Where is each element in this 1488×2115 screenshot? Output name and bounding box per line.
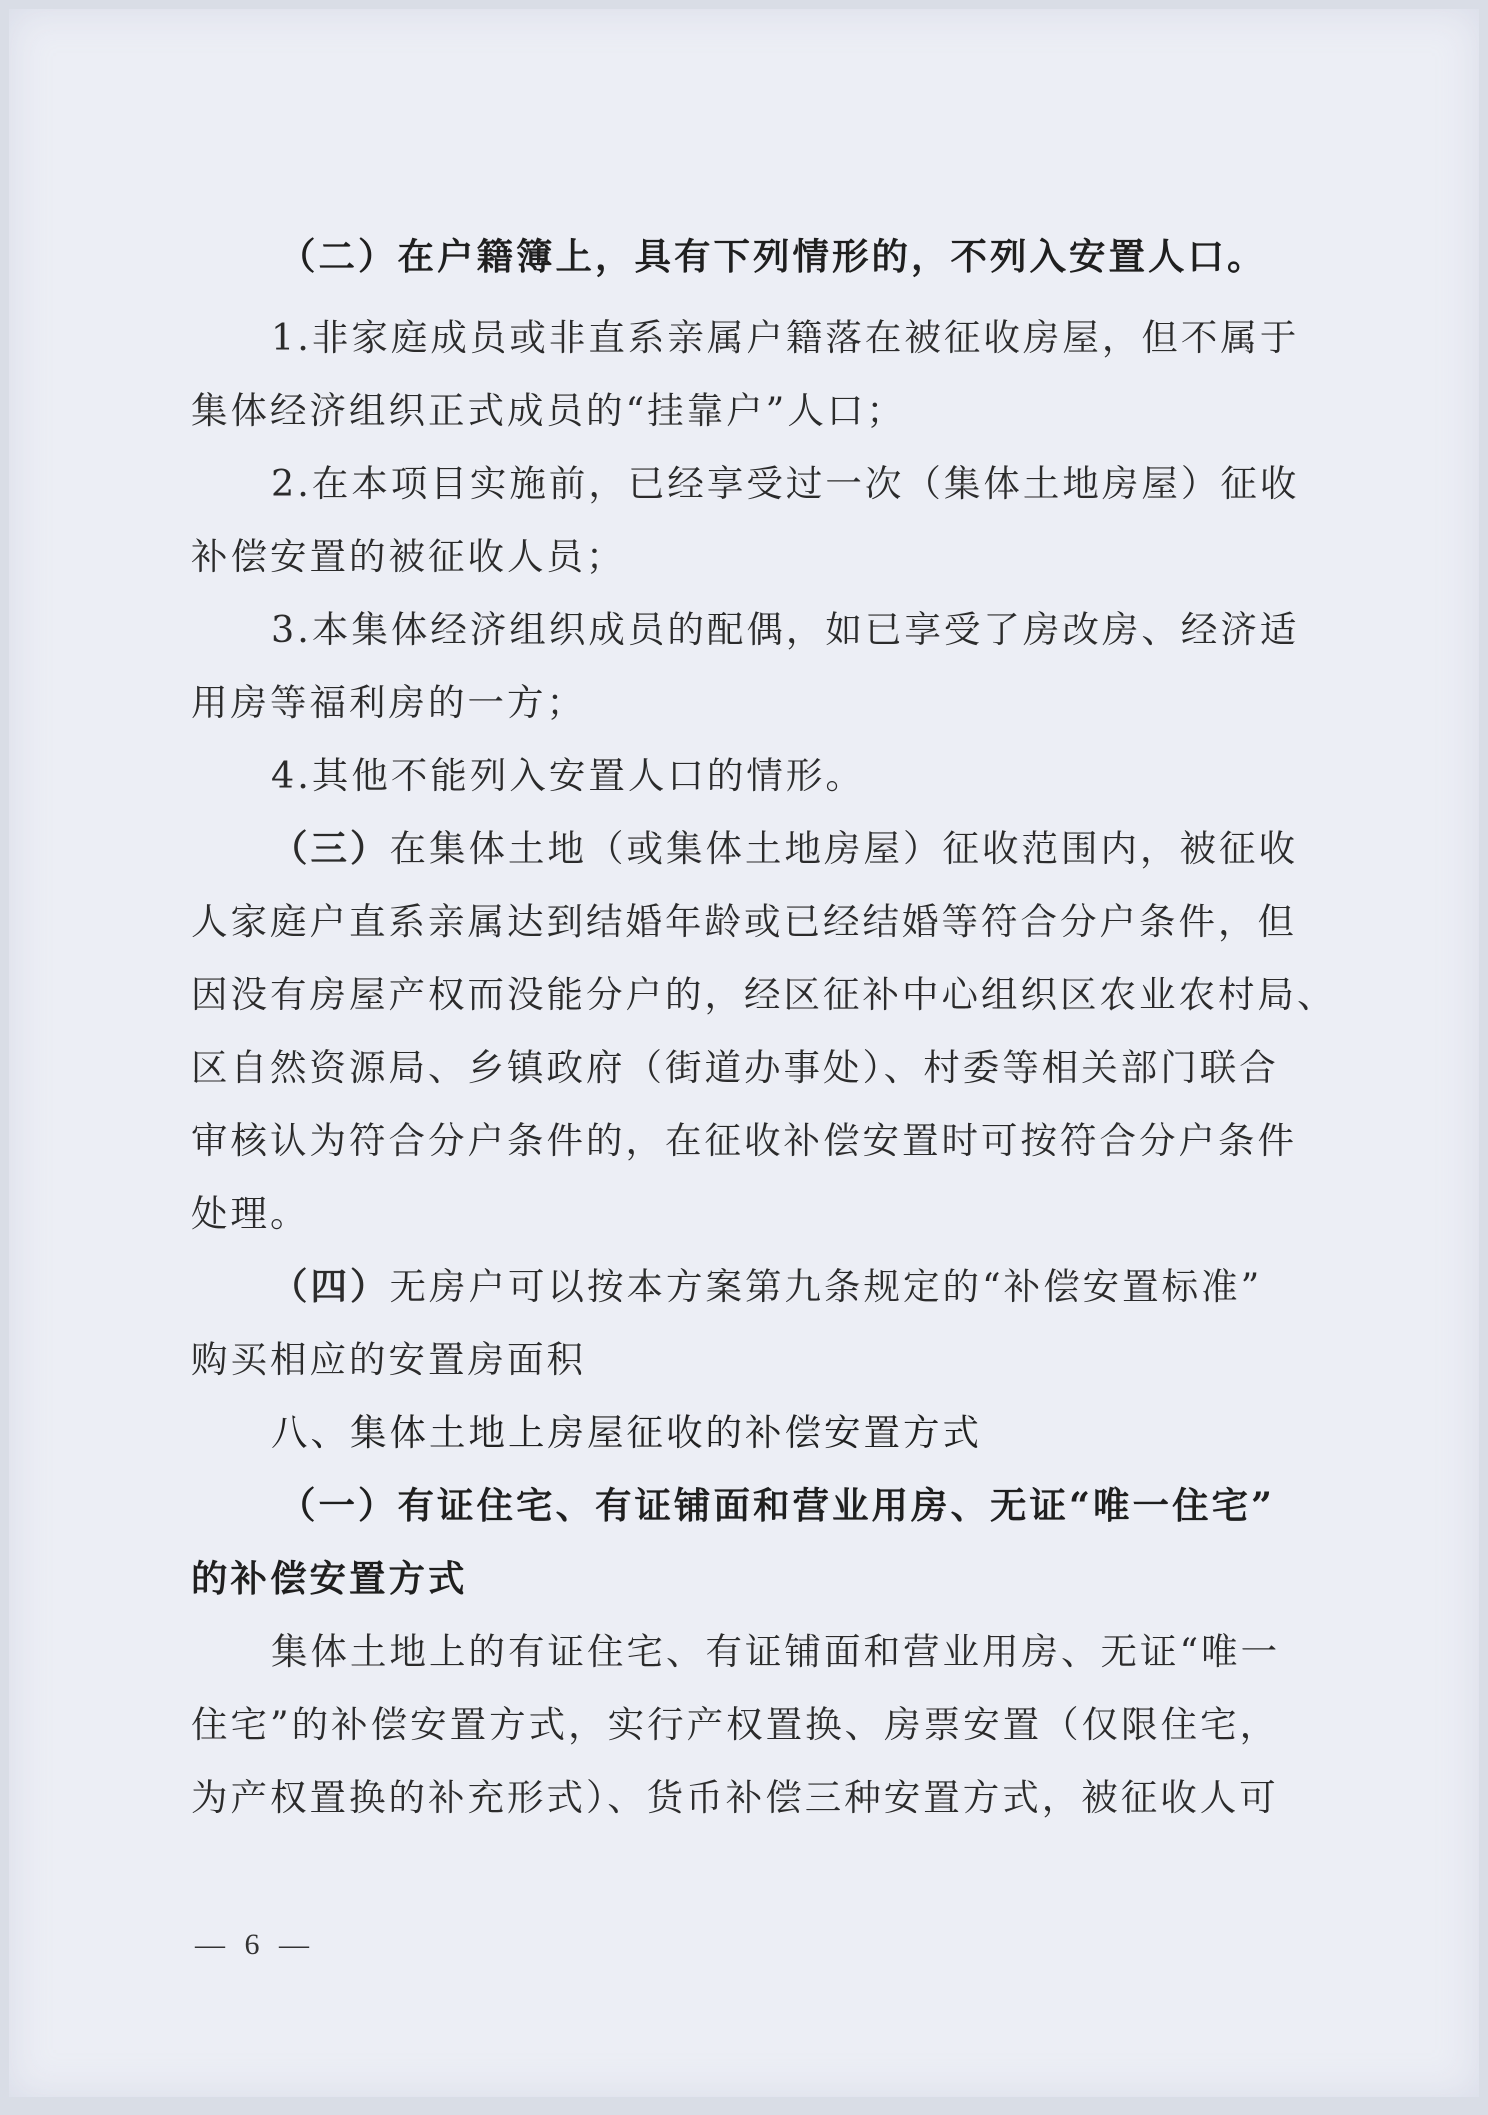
page-number: — 6 — [195, 1928, 315, 1961]
paragraph-3-text: 在集体土地（或集体土地房屋）征收范围内，被征收 [389, 827, 1298, 870]
paragraph-3-line-3 [191, 971, 1337, 1019]
list-item-2 [271, 460, 1299, 508]
list-item-1-text: 1.非家庭成员或非直系亲属户籍落在被征收房屋，但不属于 [271, 316, 1300, 359]
paragraph-4-line-2 [191, 1336, 586, 1384]
list-item-4 [271, 752, 865, 800]
paragraph-3-line-5-text: 审核认为符合分户条件的，在征收补偿安置时可按符合分户条件 [191, 1119, 1297, 1162]
list-item-2-text: 2.在本项目实施前，已经享受过一次（集体土地房屋）征收 [271, 462, 1300, 505]
body-paragraph-line-2 [191, 1701, 1279, 1749]
paragraph-3-line-3-text: 因没有房屋产权而没能分户的，经区征补中心组织区农业农村局、 [191, 973, 1337, 1016]
paragraph-4-lead: （四） [271, 1265, 390, 1308]
list-item-3-continued-text: 用房等福利房的一方； [191, 681, 586, 724]
body-paragraph-line-3-text: 为产权置换的补充形式）、货币补偿三种安置方式，被征收人可 [191, 1776, 1279, 1819]
list-item-1-continued [191, 387, 906, 435]
paragraph-4-text: 无房户可以按本方案第九条规定的“补偿安置标准” [389, 1265, 1263, 1308]
paragraph-3-line-2 [191, 898, 1297, 946]
list-item-2-continued [191, 533, 626, 581]
list-item-3-continued [191, 679, 586, 727]
paragraph-3-line-6-text: 处理。 [191, 1192, 310, 1235]
list-item-4-text: 4.其他不能列入安置人口的情形。 [271, 754, 865, 797]
body-paragraph-line-2-text: 住宅”的补偿安置方式，实行产权置换、房票安置（仅限住宅， [191, 1703, 1280, 1746]
paragraph-3-lead: （三） [271, 827, 390, 870]
subsection-1-heading-text: （一）有证住宅、有证铺面和营业用房、无证“唯一住宅” [279, 1484, 1275, 1527]
list-item-1-continued-text: 集体经济组织正式成员的“挂靠户”人口； [191, 389, 906, 432]
body-paragraph-line-3 [191, 1774, 1279, 1822]
list-item-2-continued-text: 补偿安置的被征收人员； [191, 535, 626, 578]
section-heading-2-text: （二）在户籍簿上，具有下列情形的，不列入安置人口。 [279, 235, 1267, 278]
paragraph-3-line-4 [191, 1044, 1279, 1092]
paragraph-3-line-4-text: 区自然资源局、乡镇政府（街道办事处）、村委等相关部门联合 [191, 1046, 1279, 1089]
subsection-1-heading-continued [191, 1555, 468, 1603]
list-item-1 [271, 314, 1299, 362]
paragraph-3-line-6 [191, 1190, 310, 1238]
paragraph-3-line-5 [191, 1117, 1297, 1165]
subsection-1-heading-continued-text: 的补偿安置方式 [191, 1557, 468, 1600]
chapter-8-heading [271, 1409, 982, 1457]
paragraph-3-first-line [271, 825, 1298, 873]
list-item-3 [271, 606, 1299, 654]
chapter-8-heading-text: 八、集体土地上房屋征收的补偿安置方式 [271, 1411, 982, 1454]
section-heading-2 [279, 233, 1267, 281]
paragraph-4-line-2-text: 购买相应的安置房面积 [191, 1338, 586, 1381]
subsection-1-heading [279, 1482, 1275, 1530]
paragraph-4-first-line [271, 1263, 1262, 1311]
document-page [9, 9, 1479, 2097]
body-paragraph-first-line-text: 集体土地上的有证住宅、有证铺面和营业用房、无证“唯一 [271, 1630, 1281, 1673]
paragraph-3-line-2-text: 人家庭户直系亲属达到结婚年龄或已经结婚等符合分户条件，但 [191, 900, 1297, 943]
list-item-3-text: 3.本集体经济组织成员的配偶，如已享受了房改房、经济适 [271, 608, 1300, 651]
body-paragraph-first-line [271, 1628, 1280, 1676]
